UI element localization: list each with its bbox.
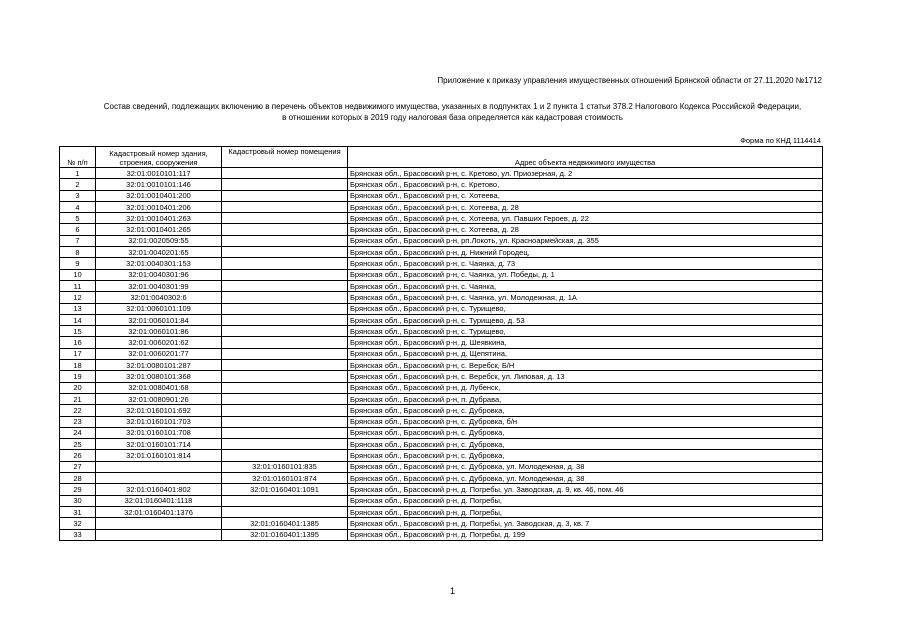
building-cadastral-number: 32:01:0060101:109 bbox=[96, 303, 222, 314]
address-cell: Брянская обл., Брасовский р-н, д. Шеявкина, bbox=[348, 337, 823, 348]
row-number: 15 bbox=[60, 326, 96, 337]
header-num: № п/п bbox=[60, 147, 96, 168]
building-cadastral-number: 32:01:0160401:1118 bbox=[96, 495, 222, 506]
row-number: 20 bbox=[60, 382, 96, 393]
row-number: 7 bbox=[60, 235, 96, 246]
address-cell: Брянская обл., Брасовский р-н, д. Нижний Городец, bbox=[348, 247, 823, 258]
table-row bbox=[60, 258, 823, 269]
header-address: Адрес объекта недвижимого имущества bbox=[348, 147, 823, 168]
table-row bbox=[60, 360, 823, 371]
address-cell: Брянская обл., Брасовский р-н, с. Дубровка, ул. Молодежная, д. 38 bbox=[348, 461, 823, 472]
room-cadastral-number bbox=[222, 314, 348, 325]
row-number: 17 bbox=[60, 348, 96, 359]
room-cadastral-number bbox=[222, 247, 348, 258]
row-number: 13 bbox=[60, 303, 96, 314]
row-number: 24 bbox=[60, 427, 96, 438]
address-cell: Брянская обл., Брасовский р-н, с. Кретово, ул. Приозерная, д. 2 bbox=[348, 168, 823, 179]
address-cell: Брянская обл., Брасовский р-н, с. Чаянка, д. 73 bbox=[348, 258, 823, 269]
row-number: 29 bbox=[60, 484, 96, 495]
room-cadastral-number bbox=[222, 382, 348, 393]
building-cadastral-number: 32:01:0040301:96 bbox=[96, 269, 222, 280]
room-cadastral-number bbox=[222, 371, 348, 382]
address-cell: Брянская обл., Брасовский р-н, с. Дубровка, bbox=[348, 427, 823, 438]
table-row bbox=[60, 326, 823, 337]
row-number: 6 bbox=[60, 224, 96, 235]
room-cadastral-number bbox=[222, 292, 348, 303]
row-number: 1 bbox=[60, 168, 96, 179]
address-cell: Брянская обл., Брасовский р-н, с. Хотеева, bbox=[348, 190, 823, 201]
row-number: 12 bbox=[60, 292, 96, 303]
table-row bbox=[60, 348, 823, 359]
row-number: 2 bbox=[60, 179, 96, 190]
row-number: 4 bbox=[60, 201, 96, 212]
row-number: 5 bbox=[60, 213, 96, 224]
row-number: 25 bbox=[60, 439, 96, 450]
table-row bbox=[60, 292, 823, 303]
row-number: 21 bbox=[60, 393, 96, 404]
table-row bbox=[60, 269, 823, 280]
room-cadastral-number bbox=[222, 168, 348, 179]
address-cell: Брянская обл., Брасовский р-н, д. Погребы, д. 199 bbox=[348, 529, 823, 540]
building-cadastral-number: 32:01:0040201:65 bbox=[96, 247, 222, 258]
row-number: 28 bbox=[60, 473, 96, 484]
table-body bbox=[60, 168, 823, 541]
address-cell: Брянская обл., Брасовский р-н, д. Щепятина, bbox=[348, 348, 823, 359]
building-cadastral-number: 32:01:0010401:263 bbox=[96, 213, 222, 224]
row-number: 23 bbox=[60, 416, 96, 427]
title-line-1: Состав сведений, подлежащих включению в перечень объектов недвижимого имущества, указанных в подпунктах 1 и 2 пункта 1 статьи 378.2 Налогового Кодекса Российской Федерации, bbox=[103, 102, 802, 111]
row-number: 8 bbox=[60, 247, 96, 258]
table-row bbox=[60, 190, 823, 201]
table-row bbox=[60, 473, 823, 484]
address-cell: Брянская обл., Брасовский р-н, с. Дубровка, б/н bbox=[348, 416, 823, 427]
table-header-row bbox=[60, 147, 823, 168]
building-cadastral-number: 32:01:0010101:117 bbox=[96, 168, 222, 179]
table-row bbox=[60, 382, 823, 393]
address-cell: Брянская обл., Брасовский р-н, с. Веребск, ул. Липовая, д. 13 bbox=[348, 371, 823, 382]
row-number: 30 bbox=[60, 495, 96, 506]
room-cadastral-number bbox=[222, 213, 348, 224]
address-cell: Брянская обл., Брасовский р-н, д. Лубенск, bbox=[348, 382, 823, 393]
table-row bbox=[60, 450, 823, 461]
room-cadastral-number bbox=[222, 303, 348, 314]
address-cell: Брянская обл., Брасовский р-н, д. Погребы, bbox=[348, 495, 823, 506]
building-cadastral-number: 32:01:0060201:77 bbox=[96, 348, 222, 359]
building-cadastral-number: 32:01:0160101:814 bbox=[96, 450, 222, 461]
table-row bbox=[60, 416, 823, 427]
room-cadastral-number bbox=[222, 269, 348, 280]
appendix-note: Приложение к приказу управления имущественных отношений Брянской области от 27.11.2020 №1712 bbox=[437, 76, 822, 85]
building-cadastral-number: 32:01:0080401:68 bbox=[96, 382, 222, 393]
room-cadastral-number bbox=[222, 280, 348, 291]
table-row bbox=[60, 405, 823, 416]
table-row bbox=[60, 247, 823, 258]
room-cadastral-number bbox=[222, 224, 348, 235]
room-cadastral-number bbox=[222, 495, 348, 506]
header-building: Кадастровый номер здания, строения, сооружения bbox=[96, 147, 222, 168]
header-room: Кадастровый номер помещения bbox=[222, 147, 348, 168]
room-cadastral-number bbox=[222, 450, 348, 461]
room-cadastral-number bbox=[222, 190, 348, 201]
table-row bbox=[60, 461, 823, 472]
address-cell: Брянская обл., Брасовский р-н, с. Чаянка, ул. Победы, д. 1 bbox=[348, 269, 823, 280]
row-number: 10 bbox=[60, 269, 96, 280]
room-cadastral-number bbox=[222, 506, 348, 517]
building-cadastral-number: 32:01:0160101:714 bbox=[96, 439, 222, 450]
room-cadastral-number bbox=[222, 235, 348, 246]
table-row bbox=[60, 179, 823, 190]
building-cadastral-number: 32:01:0080101:287 bbox=[96, 360, 222, 371]
building-cadastral-number: 32:01:0160101:703 bbox=[96, 416, 222, 427]
row-number: 18 bbox=[60, 360, 96, 371]
room-cadastral-number bbox=[222, 201, 348, 212]
address-cell: Брянская обл., Брасовский р-н, с. Дубровка, bbox=[348, 439, 823, 450]
row-number: 11 bbox=[60, 280, 96, 291]
table-row bbox=[60, 484, 823, 495]
room-cadastral-number bbox=[222, 348, 348, 359]
table-row bbox=[60, 439, 823, 450]
row-number: 31 bbox=[60, 506, 96, 517]
table-row bbox=[60, 495, 823, 506]
form-code: Форма по КНД 1114414 bbox=[740, 136, 821, 145]
table-row bbox=[60, 235, 823, 246]
room-cadastral-number: 32:01:0160401:1091 bbox=[222, 484, 348, 495]
room-cadastral-number bbox=[222, 393, 348, 404]
page-number: 1 bbox=[449, 586, 455, 596]
building-cadastral-number: 32:01:0060101:84 bbox=[96, 314, 222, 325]
address-cell: Брянская обл., Брасовский р-н, с. Веребск, Б/Н bbox=[348, 360, 823, 371]
address-cell: Брянская обл., Брасовский р-н, с. Чаянка, ул. Молодежная, д. 1А bbox=[348, 292, 823, 303]
address-cell: Брянская обл., Брасовский р-н, с. Дубровка, bbox=[348, 450, 823, 461]
room-cadastral-number: 32:01:0160401:1395 bbox=[222, 529, 348, 540]
building-cadastral-number: 32:01:0080101:368 bbox=[96, 371, 222, 382]
row-number: 32 bbox=[60, 518, 96, 529]
row-number: 19 bbox=[60, 371, 96, 382]
row-number: 16 bbox=[60, 337, 96, 348]
building-cadastral-number bbox=[96, 461, 222, 472]
table-row bbox=[60, 303, 823, 314]
table-row bbox=[60, 314, 823, 325]
address-cell: Брянская обл., Брасовский р-н, с. Дубровка, ул. Молодежная, д. 38 bbox=[348, 473, 823, 484]
address-cell: Брянская обл., Брасовский р-н, с. Турищево, bbox=[348, 303, 823, 314]
document-title bbox=[60, 101, 845, 123]
building-cadastral-number: 32:01:0010101:146 bbox=[96, 179, 222, 190]
building-cadastral-number: 32:01:0010401:200 bbox=[96, 190, 222, 201]
address-cell: Брянская обл., Брасовский р-н, рп.Локоть, ул. Красноармейская, д. 355 bbox=[348, 235, 823, 246]
row-number: 9 bbox=[60, 258, 96, 269]
building-cadastral-number: 32:01:0060201:62 bbox=[96, 337, 222, 348]
row-number: 26 bbox=[60, 450, 96, 461]
address-cell: Брянская обл., Брасовский р-н, д. Погребы, ул. Заводская, д. 9, кв. 46, пом. 46 bbox=[348, 484, 823, 495]
room-cadastral-number bbox=[222, 179, 348, 190]
building-cadastral-number: 32:01:0160401:1376 bbox=[96, 506, 222, 517]
building-cadastral-number: 32:01:0040301:153 bbox=[96, 258, 222, 269]
room-cadastral-number bbox=[222, 258, 348, 269]
table-row bbox=[60, 518, 823, 529]
table-row bbox=[60, 393, 823, 404]
table-row bbox=[60, 224, 823, 235]
room-cadastral-number: 32:01:0160401:1385 bbox=[222, 518, 348, 529]
table-row bbox=[60, 337, 823, 348]
building-cadastral-number: 32:01:0160101:708 bbox=[96, 427, 222, 438]
room-cadastral-number bbox=[222, 326, 348, 337]
building-cadastral-number: 32:01:0080901:26 bbox=[96, 393, 222, 404]
building-cadastral-number: 32:01:0040301:99 bbox=[96, 280, 222, 291]
table-row bbox=[60, 371, 823, 382]
building-cadastral-number: 32:01:0040302:6 bbox=[96, 292, 222, 303]
address-cell: Брянская обл., Брасовский р-н, с. Хотеева, д. 28 bbox=[348, 201, 823, 212]
table-row bbox=[60, 213, 823, 224]
row-number: 27 bbox=[60, 461, 96, 472]
row-number: 22 bbox=[60, 405, 96, 416]
room-cadastral-number: 32:01:0160101:874 bbox=[222, 473, 348, 484]
building-cadastral-number: 32:01:0160401:802 bbox=[96, 484, 222, 495]
room-cadastral-number bbox=[222, 439, 348, 450]
address-cell: Брянская обл., Брасовский р-н, с. Дубровка, bbox=[348, 405, 823, 416]
building-cadastral-number: 32:01:0060101:86 bbox=[96, 326, 222, 337]
address-cell: Брянская обл., Брасовский р-н, с. Турищево, bbox=[348, 326, 823, 337]
address-cell: Брянская обл., Брасовский р-н, с. Турищево, д. 53 bbox=[348, 314, 823, 325]
building-cadastral-number bbox=[96, 473, 222, 484]
room-cadastral-number bbox=[222, 416, 348, 427]
building-cadastral-number: 32:01:0160101:692 bbox=[96, 405, 222, 416]
address-cell: Брянская обл., Брасовский р-н, д. Погребы, bbox=[348, 506, 823, 517]
room-cadastral-number bbox=[222, 405, 348, 416]
address-cell: Брянская обл., Брасовский р-н, с. Хотеева, д. 28 bbox=[348, 224, 823, 235]
table-row bbox=[60, 529, 823, 540]
building-cadastral-number bbox=[96, 518, 222, 529]
address-cell: Брянская обл., Брасовский р-н, д. Погребы, ул. Заводская, д. 3, кв. 7 bbox=[348, 518, 823, 529]
room-cadastral-number bbox=[222, 337, 348, 348]
table-row bbox=[60, 427, 823, 438]
address-cell: Брянская обл., Брасовский р-н, с. Чаянка, bbox=[348, 280, 823, 291]
address-cell: Брянская обл., Брасовский р-н, п. Дубрава, bbox=[348, 393, 823, 404]
row-number: 33 bbox=[60, 529, 96, 540]
building-cadastral-number bbox=[96, 529, 222, 540]
building-cadastral-number: 32:01:0010401:206 bbox=[96, 201, 222, 212]
table-row bbox=[60, 280, 823, 291]
building-cadastral-number: 32:01:0020509:55 bbox=[96, 235, 222, 246]
address-cell: Брянская обл., Брасовский р-н, с. Хотеева, ул. Павших Героев, д. 22 bbox=[348, 213, 823, 224]
title-line-2: в отношении которых в 2019 году налоговая база определяется как кадастровая стоимость bbox=[282, 113, 623, 122]
table-row bbox=[60, 168, 823, 179]
room-cadastral-number bbox=[222, 360, 348, 371]
table-row bbox=[60, 506, 823, 517]
row-number: 14 bbox=[60, 314, 96, 325]
room-cadastral-number bbox=[222, 427, 348, 438]
room-cadastral-number: 32:01:0160101:835 bbox=[222, 461, 348, 472]
building-cadastral-number: 32:01:0010401:265 bbox=[96, 224, 222, 235]
address-cell: Брянская обл., Брасовский р-н, с. Кретово, bbox=[348, 179, 823, 190]
property-table bbox=[59, 146, 823, 541]
table-row bbox=[60, 201, 823, 212]
row-number: 3 bbox=[60, 190, 96, 201]
